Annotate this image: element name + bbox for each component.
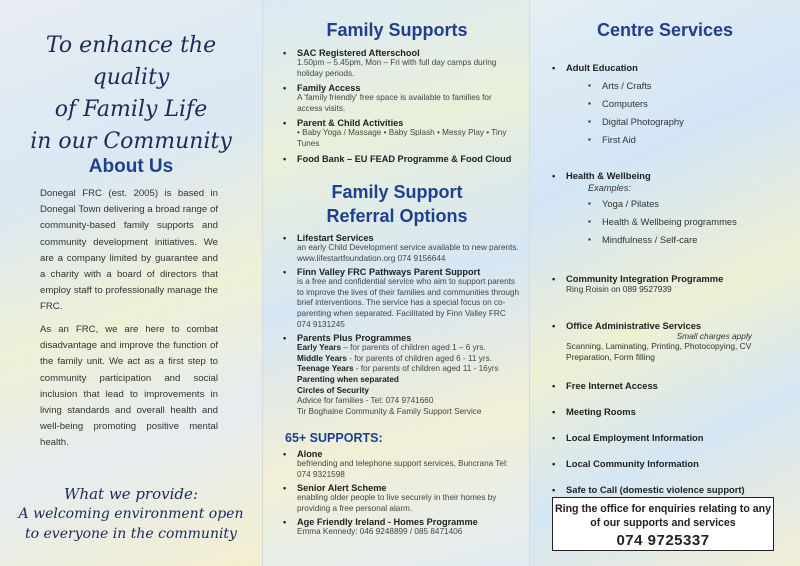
item-title: • Parents Plus Programmes — [297, 333, 412, 344]
family-supports-title: Family Supports — [326, 20, 468, 40]
item-title: • SAC Registered Afterschool — [297, 48, 420, 58]
list-item — [552, 273, 778, 320]
list-item — [283, 154, 518, 164]
org-line: Tir Boghaine Community & Family Support Service — [297, 406, 482, 416]
item-title: • Finn Valley FRC Pathways Parent Support — [297, 267, 481, 278]
program-line: Teenage Years - for parents of children aged 11 - 16yrs — [297, 364, 499, 374]
list-item — [552, 320, 778, 380]
intro-tagline — [8, 30, 254, 158]
provide-line: A welcoming environment open — [18, 506, 244, 522]
list-item — [552, 62, 778, 170]
intro-line: of Family Life — [54, 97, 208, 122]
item-desc: Ring Roisin on 089 9527939 — [566, 284, 672, 294]
family-supports-list — [283, 48, 518, 168]
sub-item: ▪ Computers — [566, 95, 778, 113]
intro-line: in our Community — [30, 129, 232, 154]
about-title: About Us — [88, 156, 174, 177]
charges-note: Small charges apply — [676, 331, 752, 341]
examples-label: Examples: — [588, 183, 631, 193]
sub-item: ▪ Arts / Crafts — [566, 77, 778, 95]
item-desc: befriending and telephone support services, Buncrana Tel: 074 9321598 — [297, 459, 509, 479]
list-item: • Safe to Call (domestic violence support) — [552, 484, 778, 495]
list-item: • Local Employment Information — [552, 432, 778, 458]
item-title: Office Administrative Services — [566, 320, 702, 331]
item-desc: an early Child Development service available to new parents. www.lifestartfoundation.org 074 9156644 — [297, 243, 519, 263]
referral-title — [263, 180, 530, 228]
list-item: • Meeting Rooms — [552, 406, 778, 432]
item-desc: is a free and confidential service who aim to support parents to improve the lives of their families and communities through brief interventions. The service has a special focus on co-parenting when separated. Facilitated by Finn Valley FRC 074 9131245 — [297, 277, 520, 329]
list-item — [283, 483, 521, 514]
sub-list — [566, 195, 778, 249]
advice-line: Advice for families - Tel: 074 9741660 — [297, 396, 434, 406]
provide-tagline — [10, 484, 252, 544]
sub-list — [566, 77, 778, 149]
item-title: • Senior Alert Scheme — [297, 483, 387, 494]
list-item: • Free Internet Access — [552, 380, 778, 406]
list-item — [283, 118, 518, 149]
provide-line: What we provide: — [64, 485, 198, 503]
item-desc: Scanning, Laminating, Printing, Photocopying, CV Preparation, Form filling — [566, 341, 752, 362]
centre-services-list — [552, 62, 778, 495]
list-item — [283, 48, 518, 79]
program-line: Circles of Security — [297, 385, 369, 395]
left-panel — [0, 0, 262, 566]
supports-65-title: 65+ SUPPORTS: — [285, 431, 383, 445]
item-desc: 1.50pm – 5.45pm, Mon – Fri with full day camps during holiday periods. — [297, 58, 497, 78]
item-title: • Age Friendly Ireland - Homes Programme — [297, 517, 478, 528]
supports-65-list — [283, 449, 521, 541]
item-desc: A 'family friendly' free space is available to families for access visits. — [297, 93, 492, 113]
item-title: • Food Bank – EU FEAD Programme & Food Cloud — [297, 153, 512, 164]
about-paragraph: As an FRC, we are here to combat disadvantage and improve the function of the family unit. We act as a first step to community participation and social inclusion that lead to improvements in living standards and overall health and well-being promoting positive mental health. — [40, 324, 218, 449]
list-item — [283, 333, 521, 417]
contact-box — [552, 497, 774, 551]
sub-item: ▪ First Aid — [566, 131, 778, 149]
item-desc: enabling older people to live securely in their homes by providing a free personal alarm. — [297, 493, 497, 513]
item-title: • Lifestart Services — [297, 233, 374, 243]
list-item: • Local Community Information — [552, 458, 778, 484]
list-item — [283, 449, 521, 480]
item-title: • Family Access — [297, 83, 361, 94]
middle-panel — [262, 0, 530, 566]
program-line: Middle Years - for parents of children aged 6 - 11 yrs. — [297, 353, 492, 363]
intro-line: To enhance the quality — [45, 33, 217, 90]
program-line: Early Years – for parents of children aged 1 – 6 yrs. — [297, 343, 486, 353]
item-desc: Emma Kennedy: 046 9248899 / 085 8471406 — [297, 527, 463, 537]
sub-item: ▪ Digital Photography — [566, 113, 778, 131]
sub-item: ▪ Health & Wellbeing programmes — [566, 213, 778, 231]
item-title: Health & Wellbeing — [566, 170, 651, 181]
referral-list — [283, 233, 521, 420]
item-title: • Alone — [297, 449, 323, 459]
list-item — [283, 517, 521, 538]
list-item — [283, 233, 521, 264]
contact-message: Ring the office for enquiries relating to any of our supports and services — [554, 503, 772, 529]
provide-line: to everyone in the community — [25, 526, 237, 542]
item-desc: • Baby Yoga / Massage • Baby Splash • Messy Play • Tiny Tunes — [297, 128, 507, 148]
referral-title-line: Referral Options — [326, 206, 468, 226]
phone-number: 074 9725337 — [616, 532, 710, 549]
list-item — [552, 170, 778, 273]
list-item — [283, 267, 521, 330]
program-line: Parenting when separated — [297, 374, 399, 384]
referral-title-line: Family Support — [331, 182, 463, 202]
sub-item: ▪ Mindfulness / Self-care — [566, 231, 778, 249]
item-title: • Parent & Child Activities — [297, 118, 404, 129]
list-item — [283, 83, 518, 114]
sub-item: ▪ Yoga / Pilates — [566, 195, 778, 213]
item-title: Community Integration Programme — [566, 273, 724, 284]
item-title: Adult Education — [566, 62, 638, 73]
centre-services-title: Centre Services — [596, 20, 734, 40]
about-paragraph: Donegal FRC (est. 2005) is based in Donegal Town delivering a broad range of community-based family supports and community development initiatives. We are a company limited by guarantee and a charity with a board of directors that employ staff to professionally manage the FRC. — [40, 188, 218, 313]
